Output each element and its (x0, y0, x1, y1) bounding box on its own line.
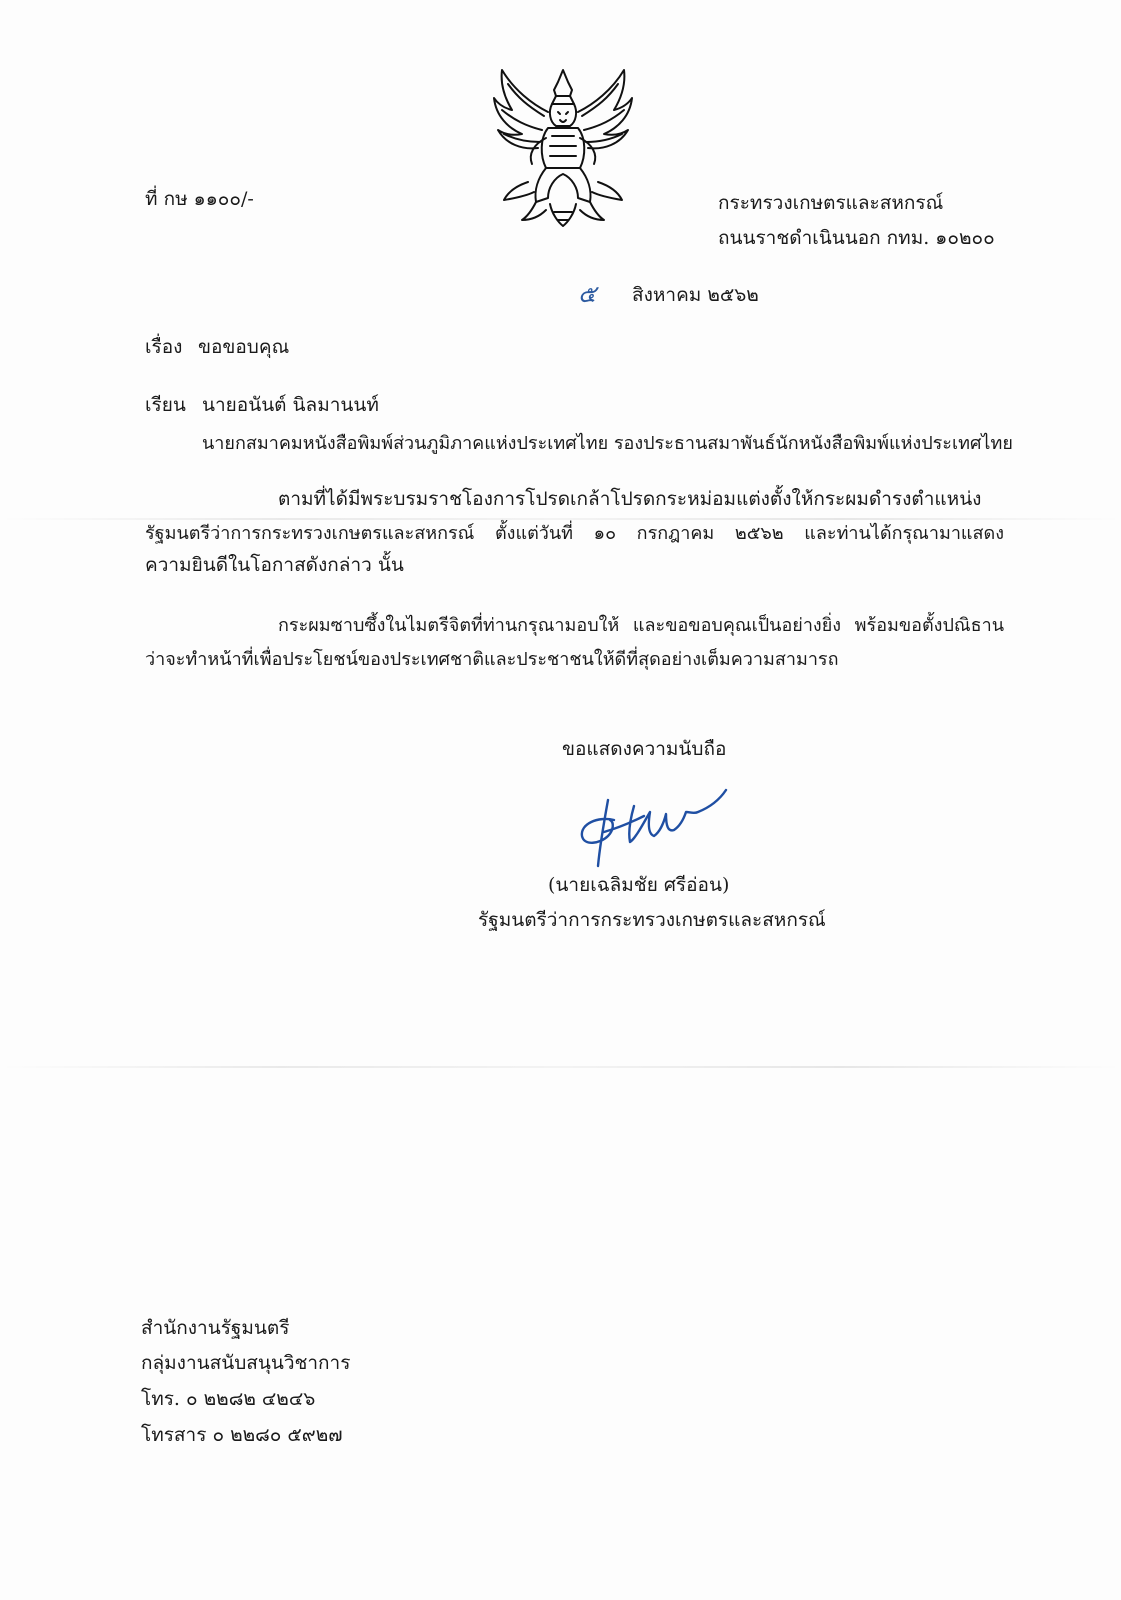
body-paragraph-1-line-2: รัฐมนตรีว่าการกระทรวงเกษตรและสหกรณ์ ตั้งแต่วันที่ ๑๐ กรกฎาคม ๒๕๖๒ และท่านได้กรุณามาแสดง (145, 523, 1004, 544)
body-paragraph-2-line-2: ว่าจะทำหน้าที่เพื่อประโยชน์ของประเทศชาติและประชาชนให้ดีที่สุดอย่างเต็มความสามารถ (145, 649, 839, 670)
date-day-handwritten: ๕ (578, 280, 597, 308)
signer-title: รัฐมนตรีว่าการกระทรวงเกษตรและสหกรณ์ (478, 909, 826, 931)
subject-label: เรื่อง (145, 336, 183, 358)
subject-text: ขอขอบคุณ (198, 336, 290, 358)
footer-fax: โทรสาร ๐ ๒๒๘๐ ๕๙๒๗ (141, 1424, 343, 1446)
body-paragraph-1-line-3: ความยินดีในโอกาสดังกล่าว นั้น (145, 554, 404, 576)
recipient-title: นายกสมาคมหนังสือพิมพ์ส่วนภูมิภาคแห่งประเทศไทย รองประธานสมาพันธ์นักหนังสือพิมพ์แห่งประเทศไทย (202, 433, 1013, 454)
paper-fold-line (0, 1066, 1121, 1068)
footer-division: กลุ่มงานสนับสนุนวิชาการ (141, 1352, 351, 1374)
signer-name: (นายเฉลิมชัย ศรีอ่อน) (548, 874, 730, 896)
closing-salutation: ขอแสดงความนับถือ (562, 738, 727, 760)
recipient-name: นายอนันต์ นิลมานนท์ (202, 394, 379, 416)
body-paragraph-2-line-1: กระผมซาบซึ้งในไมตรีจิตที่ท่านกรุณามอบให้ และขอขอบคุณเป็นอย่างยิ่ง พร้อมขอตั้งปณิธาน (278, 615, 1004, 636)
paper-fold-line (0, 518, 1121, 520)
ministry-name: กระทรวงเกษตรและสหกรณ์ (718, 192, 944, 214)
recipient-label: เรียน (145, 394, 186, 416)
footer-office: สำนักงานรัฐมนตรี (141, 1317, 290, 1339)
date-month-year: สิงหาคม ๒๕๖๒ (632, 284, 759, 306)
handwritten-signature (574, 782, 734, 872)
footer-phone: โทร. ๐ ๒๒๘๒ ๔๒๔๖ (141, 1388, 316, 1410)
body-paragraph-1-line-1: ตามที่ได้มีพระบรมราชโองการโปรดเกล้าโปรดกระหม่อมแต่งตั้งให้กระผมดำรงตำแหน่ง (278, 488, 982, 510)
ministry-address: ถนนราชดำเนินนอก กทม. ๑๐๒๐๐ (718, 227, 995, 249)
garuda-emblem-icon (488, 64, 638, 230)
reference-number: ที่ กษ ๑๑๐๐/- (145, 188, 254, 210)
